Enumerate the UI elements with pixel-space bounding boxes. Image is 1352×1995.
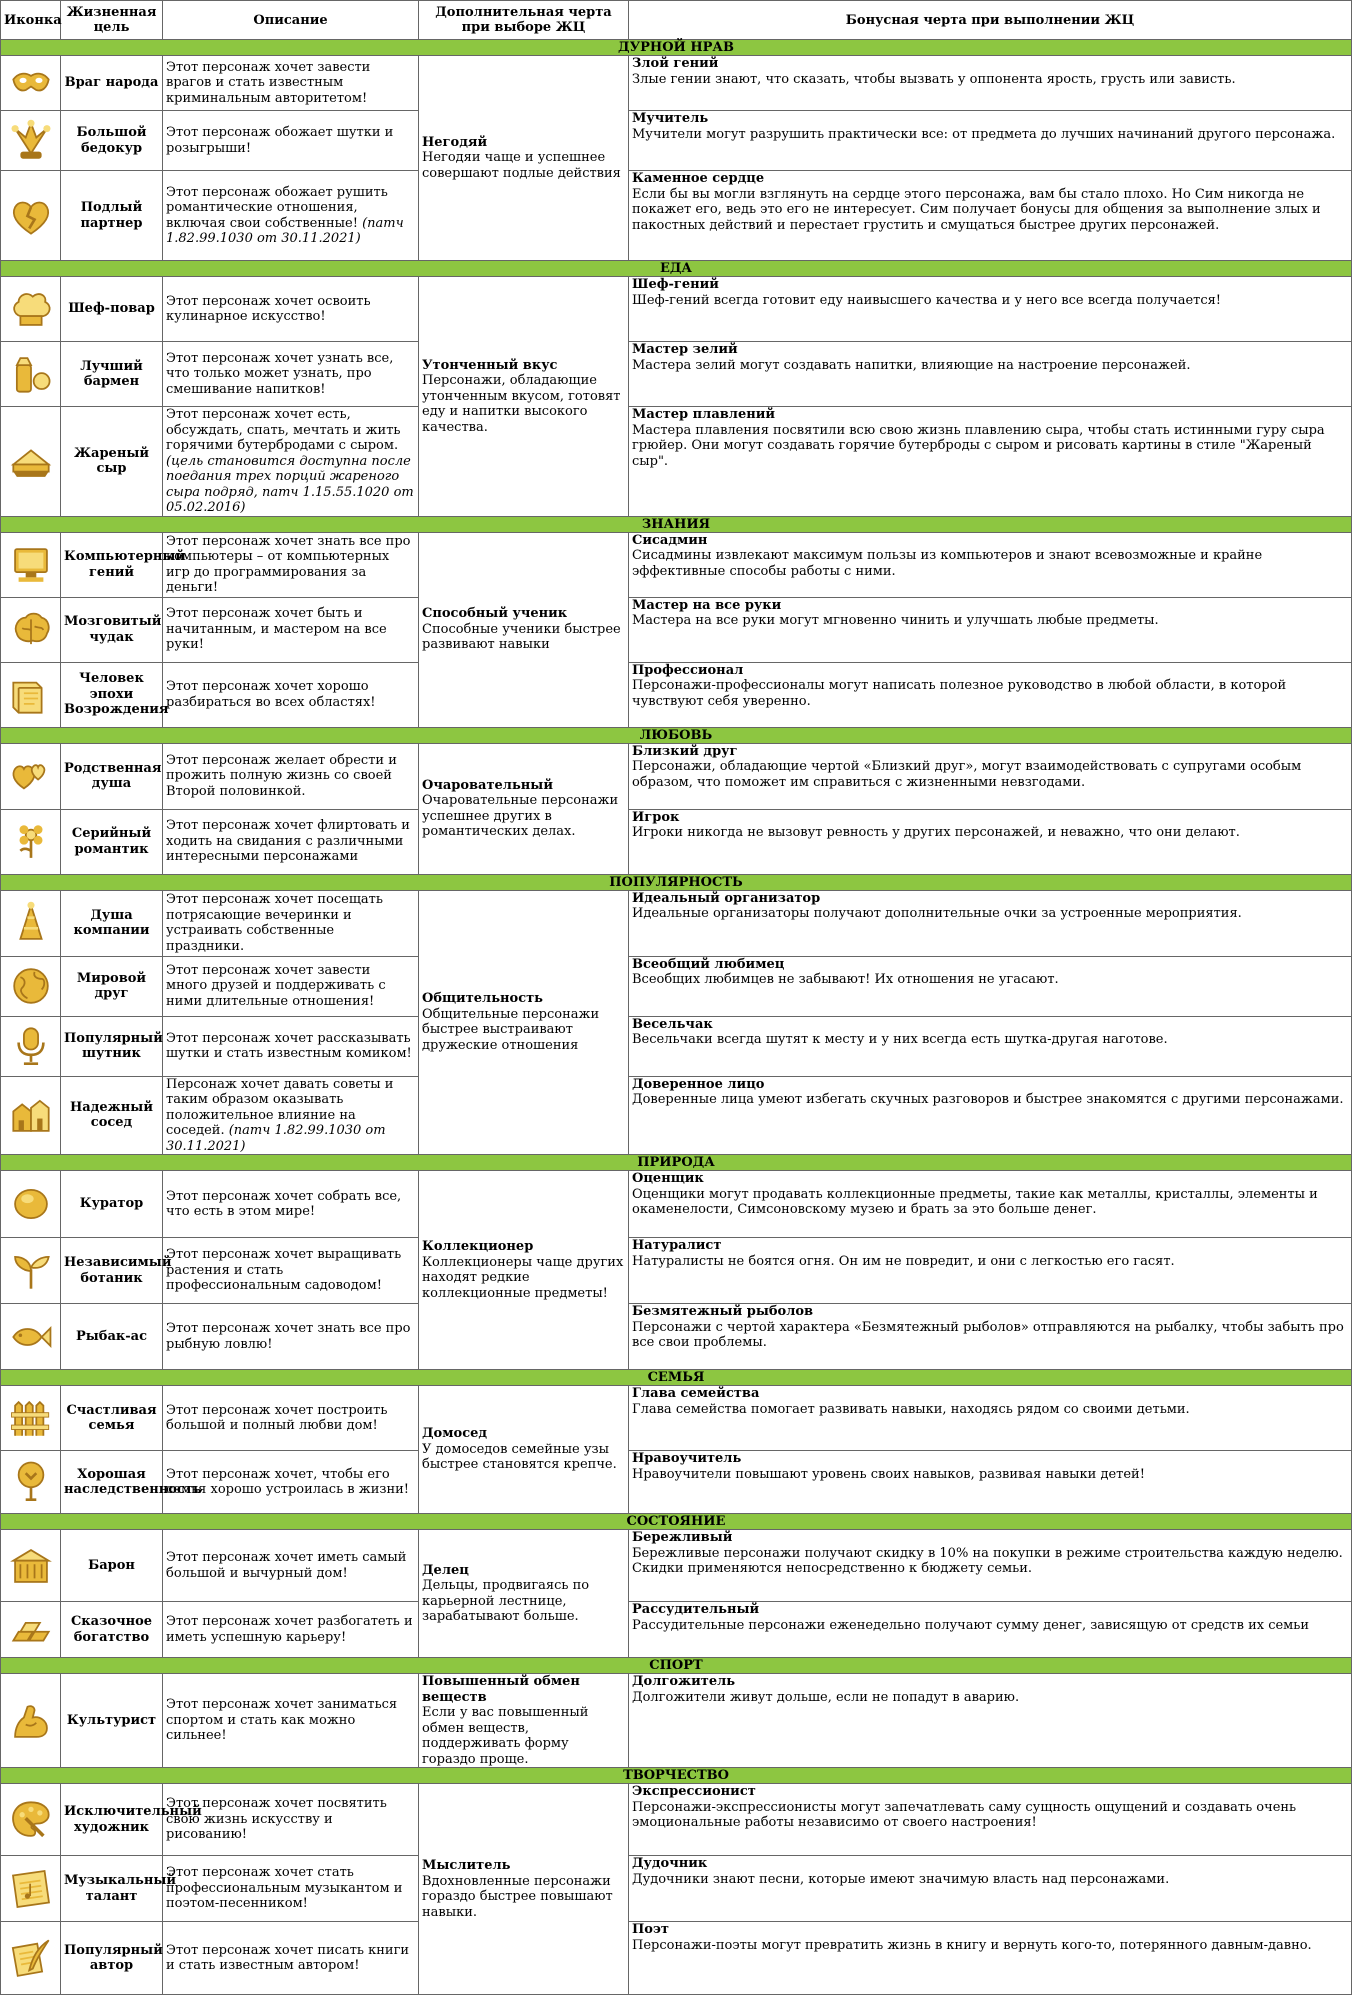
bonus-trait xyxy=(629,1922,1352,1995)
goal-icon-cell xyxy=(1,1171,61,1238)
extra-trait-text: Если у вас повышенный обмен веществ, поддерживать форму гораздо проще. xyxy=(422,1705,589,1767)
section-row xyxy=(1,1155,1352,1171)
fence-icon xyxy=(8,1395,54,1441)
goal-row xyxy=(1,597,1352,662)
bonus-trait xyxy=(629,1530,1352,1602)
goal-description xyxy=(163,1922,419,1995)
goal-name: Душа компании xyxy=(61,890,163,956)
extra-trait xyxy=(419,277,629,517)
extra-trait-name: Очаровательный xyxy=(422,777,553,793)
goal-description xyxy=(163,1171,419,1238)
section-row xyxy=(1,727,1352,743)
goal-name: Человек эпохи Возрождения xyxy=(61,662,163,727)
computer-icon xyxy=(8,542,54,588)
description-text: Этот персонаж хочет завести врагов и стать известным криминальным авторитетом! xyxy=(166,59,371,106)
goal-row xyxy=(1,662,1352,727)
description-text: Этот персонаж желает обрести и прожить полную жизнь со своей Второй половинкой. xyxy=(166,752,397,799)
goal-row xyxy=(1,342,1352,407)
flower-icon xyxy=(8,819,54,865)
goal-icon-cell xyxy=(1,1530,61,1602)
goal-name: Компьютерный гений xyxy=(61,532,163,597)
gold-bars-icon xyxy=(8,1607,54,1653)
jester-hat-icon xyxy=(8,118,54,164)
extra-trait xyxy=(419,1784,629,1995)
goal-name: Надежный сосед xyxy=(61,1076,163,1155)
extra-trait xyxy=(419,1171,629,1370)
description-text: Этот персонаж хочет заниматься спортом и стать как можно сильнее! xyxy=(166,1697,398,1744)
goal-row xyxy=(1,1171,1352,1238)
mansion-icon xyxy=(8,1543,54,1589)
goal-name: Мозговитый чудак xyxy=(61,597,163,662)
description-text: Этот персонаж хочет флиртовать и ходить на свидания с различными интересными персонажами xyxy=(166,818,410,865)
description-text: Этот персонаж хочет выращивать растения и стать профессиональным садоводом! xyxy=(166,1247,402,1294)
extra-trait-text: Общительные персонажи быстрее выстраивают дружеские отношения xyxy=(422,1006,600,1053)
goal-name: Исключительный художник xyxy=(61,1784,163,1856)
bonus-trait-text: Мастера плавления посвятили всю свою жизнь плавлению сыра, чтобы стать истинными гуру сыра грюйер. Они могут создавать горячие бутерброды с сыром и рисовать картины в стиле "Жареный сыр". xyxy=(632,422,1325,469)
extra-trait-text: Дельцы, продвигаясь по карьерной лестнице, зарабатывают больше. xyxy=(422,1578,590,1624)
goal-row xyxy=(1,1784,1352,1856)
goal-name: Шеф-повар xyxy=(61,277,163,342)
quill-icon xyxy=(8,1935,54,1981)
bicep-icon xyxy=(8,1698,54,1744)
goal-icon-cell xyxy=(1,597,61,662)
bonus-trait xyxy=(629,1076,1352,1155)
bonus-trait-name: Доверенное лицо xyxy=(632,1076,765,1092)
sandwich-icon xyxy=(8,438,54,484)
bonus-trait xyxy=(629,1784,1352,1856)
palette-icon xyxy=(8,1797,54,1843)
bonus-trait-name: Экспрессионист xyxy=(632,1784,756,1799)
goal-icon-cell xyxy=(1,1238,61,1304)
bonus-trait xyxy=(629,111,1352,171)
extra-trait-name: Повышенный обмен веществ xyxy=(422,1674,580,1705)
bonus-trait-text: Дудочники знают песни, которые имеют значимую власть над персонажами. xyxy=(632,1871,1170,1887)
goal-name: Барон xyxy=(61,1530,163,1602)
goal-description xyxy=(163,1238,419,1304)
goal-icon-cell xyxy=(1,407,61,517)
bonus-trait-name: Близкий друг xyxy=(632,743,738,759)
neighborhood-icon xyxy=(8,1092,54,1138)
header-description: Описание xyxy=(163,1,419,40)
extra-trait xyxy=(419,890,629,1155)
goal-description xyxy=(163,532,419,597)
goal-icon-cell xyxy=(1,1602,61,1658)
extra-trait-name: Мыслитель xyxy=(422,1858,511,1873)
description-text: Этот персонаж хочет быть и начитанным, и мастером на все руки! xyxy=(166,606,387,653)
microphone-icon xyxy=(8,1023,54,1069)
description-text: Этот персонаж обожает шутки и розыгрыши! xyxy=(166,125,394,156)
bonus-trait-name: Натуралист xyxy=(632,1238,722,1253)
goal-description xyxy=(163,1784,419,1856)
description-text: Этот персонаж хочет построить большой и полный любви дом! xyxy=(166,1402,388,1433)
goal-name: Хорошая наследственность xyxy=(61,1451,163,1514)
bonus-trait-name: Поэт xyxy=(632,1922,669,1937)
goal-description xyxy=(163,597,419,662)
bonus-trait-name: Глава семейства xyxy=(632,1386,760,1401)
bonus-trait xyxy=(629,1238,1352,1304)
goal-row xyxy=(1,1076,1352,1155)
goal-icon-cell xyxy=(1,890,61,956)
bonus-trait-text: Долгожители живут дольше, если не попадут в аварию. xyxy=(632,1689,1020,1705)
bonus-trait xyxy=(629,342,1352,407)
party-hat-icon xyxy=(8,900,54,946)
goal-row xyxy=(1,890,1352,956)
extra-trait-text: Способные ученики быстрее развивают навыки xyxy=(422,621,621,653)
patch-note: (патч 1.82.99.1030 от 30.11.2021) xyxy=(166,215,404,246)
goal-icon-cell xyxy=(1,1784,61,1856)
description-text: Этот персонаж обожает рушить романтические отношения, включая свои собственные! xyxy=(166,184,388,231)
goal-icon-cell xyxy=(1,532,61,597)
bonus-trait-text: Глава семейства помогает развивать навыки, находясь рядом со своими детьми. xyxy=(632,1401,1190,1417)
extra-trait xyxy=(419,1386,629,1514)
goal-description xyxy=(163,1386,419,1451)
goal-name: Большой бедокур xyxy=(61,111,163,171)
goal-row xyxy=(1,956,1352,1016)
description-text: Этот персонаж хочет писать книги и стать известным автором! xyxy=(166,1942,410,1973)
goal-icon-cell xyxy=(1,809,61,874)
goal-description xyxy=(163,1304,419,1370)
extra-trait-name: Коллекционер xyxy=(422,1239,534,1254)
patch-note: (цель становится доступна после поедания трех порций жареного сыра подряд, патч 1.15.55.1020 от 05.02.2016) xyxy=(166,453,414,515)
extra-trait-text: Вдохновленные персонажи гораздо быстрее повышают навыки. xyxy=(422,1873,613,1920)
goal-icon-cell xyxy=(1,111,61,171)
bonus-trait-name: Мастер на все руки xyxy=(632,597,782,613)
bonus-trait-text: Всеобщих любимцев не забывают! Их отношения не угасают. xyxy=(632,972,1059,987)
section-row xyxy=(1,516,1352,532)
bonus-trait-name: Мастер зелий xyxy=(632,342,738,357)
bonus-trait-text: Персонажи-экспрессионисты могут запечатлевать саму сущность ощущений и создавать очень эмоциональные работы независимо от своего настроения! xyxy=(632,1799,1297,1830)
globe-icon xyxy=(8,963,54,1009)
goal-row xyxy=(1,56,1352,111)
goal-icon-cell xyxy=(1,1386,61,1451)
goal-description xyxy=(163,56,419,111)
bonus-trait xyxy=(629,662,1352,727)
goal-description xyxy=(163,1602,419,1658)
goal-icon-cell xyxy=(1,342,61,407)
broken-heart-icon xyxy=(8,193,54,239)
bonus-trait-name: Рассудительный xyxy=(632,1602,760,1617)
description-text: Этот персонаж хочет освоить кулинарное искусство! xyxy=(166,293,371,324)
goal-description xyxy=(163,1016,419,1076)
extra-trait-text: У домоседов семейные узы быстрее становятся крепче. xyxy=(422,1441,617,1473)
bonus-trait-name: Бережливый xyxy=(632,1530,733,1545)
section-title: ЛЮБОВЬ xyxy=(1,727,1352,743)
extra-trait-text: Персонажи, обладающие утонченным вкусом, готовят еду и напитки высокого качества. xyxy=(422,373,621,435)
sprout-icon xyxy=(8,1248,54,1294)
section-title: СПОРТ xyxy=(1,1658,1352,1674)
goal-row xyxy=(1,171,1352,261)
extra-trait-name: Негодяй xyxy=(422,134,488,150)
bonus-trait-name: Оценщик xyxy=(632,1171,704,1186)
bonus-trait-text: Мастера зелий могут создавать напитки, влияющие на настроение персонажей. xyxy=(632,357,1191,373)
goal-icon-cell xyxy=(1,277,61,342)
bonus-trait xyxy=(629,743,1352,809)
goal-description xyxy=(163,171,419,261)
description-text: Этот персонаж хочет стать профессиональным музыкантом и поэтом-песенником! xyxy=(166,1865,403,1912)
bonus-trait xyxy=(629,56,1352,111)
goal-icon-cell xyxy=(1,956,61,1016)
bonus-trait-name: Безмятежный рыболов xyxy=(632,1304,814,1319)
mask-icon xyxy=(8,60,54,106)
goal-icon-cell xyxy=(1,56,61,111)
extra-trait-text: Негодяи чаще и успешнее совершают подлые действия xyxy=(422,150,621,181)
description-text: Этот персонаж хочет посещать потрясающие вечеринки и устраивать собственные праздники. xyxy=(166,892,383,954)
header-goal: Жизненная цель xyxy=(61,1,163,40)
bonus-trait xyxy=(629,890,1352,956)
goal-description xyxy=(163,1451,419,1514)
bonus-trait-name: Профессионал xyxy=(632,662,744,678)
bonus-trait-text: Персонажи-профессионалы могут написать полезное руководство в любой области, в которой чувствуют себя уверенно. xyxy=(632,678,1287,709)
bonus-trait-text: Натуралисты не боятся огня. Он им не повредит, и они с легкостью его гасят. xyxy=(632,1253,1175,1269)
goal-row xyxy=(1,407,1352,517)
goal-row xyxy=(1,1016,1352,1076)
description-text: Этот персонаж хочет завести много друзей и поддерживать с ними длительные отношения! xyxy=(166,962,386,1009)
bonus-trait xyxy=(629,597,1352,662)
goal-name: Музыкальный талант xyxy=(61,1856,163,1922)
books-icon xyxy=(8,672,54,718)
goal-icon-cell xyxy=(1,1304,61,1370)
goal-name: Серийный романтик xyxy=(61,809,163,874)
section-row xyxy=(1,1768,1352,1784)
description-text: Персонаж хочет давать советы и таким образом оказывать положительное влияние на соседей. xyxy=(166,1076,394,1138)
bonus-trait-name: Сисадмин xyxy=(632,532,708,548)
goal-name: Подлый партнер xyxy=(61,171,163,261)
bonus-trait-text: Злые гении знают, что сказать, чтобы вызвать у оппонента ярость, грусть или зависть. xyxy=(632,71,1236,87)
goal-icon-cell xyxy=(1,1016,61,1076)
bonus-trait xyxy=(629,1602,1352,1658)
extra-trait xyxy=(419,1674,629,1768)
goal-description xyxy=(163,743,419,809)
section-title: ДУРНОЙ НРАВ xyxy=(1,40,1352,56)
bonus-trait xyxy=(629,532,1352,597)
bonus-trait xyxy=(629,1674,1352,1768)
goal-name: Популярный шутник xyxy=(61,1016,163,1076)
extra-trait-name: Утонченный вкус xyxy=(422,357,558,373)
bonus-trait-name: Весельчак xyxy=(632,1016,713,1032)
bonus-trait-text: Сисадмины извлекают максимум пользы из компьютеров и знают всевозможные и крайне эффективные способы работы с ними. xyxy=(632,548,1263,579)
goal-name: Рыбак-ас xyxy=(61,1304,163,1370)
description-text: Этот персонаж хочет есть, обсуждать, спать, мечтать и жить горячими бутербродами с сыром. xyxy=(166,407,401,453)
bonus-trait-text: Бережливые персонажи получают скидку в 10% на покупки в режиме строительства каждую неделю. Скидки применяются непосредственно к бюджету семьи. xyxy=(632,1545,1343,1576)
goal-description xyxy=(163,662,419,727)
bonus-trait-text: Персонажи с чертой характера «Безмятежный рыболов» отправляются на рыбалку, чтобы забыть про все свои проблемы. xyxy=(632,1319,1344,1350)
goal-row xyxy=(1,1386,1352,1451)
header-bonus-trait: Бонусная черта при выполнении ЖЦ xyxy=(629,1,1352,40)
goal-row xyxy=(1,1451,1352,1514)
goal-row xyxy=(1,1674,1352,1768)
extra-trait xyxy=(419,743,629,874)
goal-row xyxy=(1,1530,1352,1602)
goal-row xyxy=(1,111,1352,171)
goal-row xyxy=(1,532,1352,597)
section-title: СЕМЬЯ xyxy=(1,1370,1352,1386)
section-row xyxy=(1,1514,1352,1530)
description-text: Этот персонаж хочет иметь самый большой и вычурный дом! xyxy=(166,1550,407,1581)
bonus-trait xyxy=(629,1304,1352,1370)
bonus-trait-text: Шеф-гений всегда готовит еду наивысшего качества и у него все всегда получается! xyxy=(632,292,1222,308)
extra-trait xyxy=(419,1530,629,1658)
bonus-trait-text: Игроки никогда не вызовут ревность у других персонажей, и неважно, что они делают. xyxy=(632,825,1240,840)
bonus-trait-text: Идеальные организаторы получают дополнительные очки за устроенные мероприятия. xyxy=(632,906,1242,921)
goal-icon-cell xyxy=(1,1674,61,1768)
section-row xyxy=(1,40,1352,56)
bonus-trait-text: Мучители могут разрушить практически все: от предмета до лучших начинаний другого персонажа. xyxy=(632,126,1336,142)
bonus-trait xyxy=(629,171,1352,261)
goal-icon-cell xyxy=(1,1922,61,1995)
description-text: Этот персонаж хочет узнать все, что только может узнать, про смешивание напитков! xyxy=(166,350,394,397)
goal-icon-cell xyxy=(1,662,61,727)
bonus-trait-text: Если бы вы могли взглянуть на сердце этого персонажа, вам бы стало плохо. Но Сим никогда не покажет его, ведь это его не интересует. Сим получает бонусы для общения за выполнение злых и пакостных действий и перестает грустить и смущаться быстрее других персонажей. xyxy=(632,186,1321,233)
description-text: Этот персонаж хочет знать все про компьютеры – от компьютерных игр до программирования за деньги! xyxy=(166,533,411,595)
bonus-trait-text: Оценщики могут продавать коллекционные предметы, такие как металлы, кристаллы, элементы и окаменелости, Симсоновскому музею и брать за это больше денег. xyxy=(632,1186,1318,1217)
goal-description xyxy=(163,407,419,517)
goal-description xyxy=(163,1076,419,1155)
goal-icon-cell xyxy=(1,1451,61,1514)
goal-name: Независимый ботаник xyxy=(61,1238,163,1304)
header-extra-trait: Дополнительная черта при выборе ЖЦ xyxy=(419,1,629,40)
extra-trait-text: Коллекционеры чаще других находят редкие коллекционные предметы! xyxy=(422,1254,624,1301)
bonus-trait-name: Дудочник xyxy=(632,1856,708,1871)
section-title: ПОПУЛЯРНОСТЬ xyxy=(1,874,1352,890)
bonus-trait-name: Злой гений xyxy=(632,56,719,71)
goal-description xyxy=(163,956,419,1016)
hearts-icon xyxy=(8,753,54,799)
extra-trait-name: Общительность xyxy=(422,991,543,1007)
bonus-trait-name: Нравоучитель xyxy=(632,1451,742,1466)
goal-name: Жареный сыр xyxy=(61,407,163,517)
section-title: ЗНАНИЯ xyxy=(1,516,1352,532)
brain-icon xyxy=(8,607,54,653)
section-row xyxy=(1,1370,1352,1386)
section-title: ПРИРОДА xyxy=(1,1155,1352,1171)
goal-name: Сказочное богатство xyxy=(61,1602,163,1658)
description-text: Этот персонаж хочет рассказывать шутки и стать известным комиком! xyxy=(166,1030,412,1061)
sheet-music-icon xyxy=(8,1866,54,1912)
bonus-trait xyxy=(629,407,1352,517)
extra-trait xyxy=(419,56,629,261)
bonus-trait-name: Всеобщий любимец xyxy=(632,956,785,972)
goal-description xyxy=(163,1674,419,1768)
goal-row xyxy=(1,1922,1352,1995)
goal-description xyxy=(163,890,419,956)
bonus-trait-name: Шеф-гений xyxy=(632,277,719,292)
bonus-trait xyxy=(629,1856,1352,1922)
goal-name: Куратор xyxy=(61,1171,163,1238)
description-text: Этот персонаж хочет, чтобы его семья хорошо устроилась в жизни! xyxy=(166,1466,410,1497)
goal-description xyxy=(163,1856,419,1922)
bonus-trait xyxy=(629,809,1352,874)
bonus-trait xyxy=(629,1451,1352,1514)
goal-name: Популярный автор xyxy=(61,1922,163,1995)
bonus-trait xyxy=(629,277,1352,342)
goal-description xyxy=(163,342,419,407)
bonus-trait xyxy=(629,1171,1352,1238)
extra-trait xyxy=(419,532,629,727)
bonus-trait-name: Идеальный организатор xyxy=(632,890,821,906)
bonus-trait xyxy=(629,1386,1352,1451)
goal-name: Мировой друг xyxy=(61,956,163,1016)
goal-description xyxy=(163,1530,419,1602)
header-row xyxy=(1,1,1352,40)
goal-row xyxy=(1,277,1352,342)
bonus-trait xyxy=(629,1016,1352,1076)
chef-hat-icon xyxy=(8,286,54,332)
bonus-trait-text: Нравоучители повышают уровень своих навыков, развивая навыки детей! xyxy=(632,1466,1145,1482)
section-title: СОСТОЯНИЕ xyxy=(1,1514,1352,1530)
bonus-trait-text: Весельчаки всегда шутят к месту и у них всегда есть шутка-другая наготове. xyxy=(632,1032,1168,1047)
bonus-trait-text: Доверенные лица умеют избегать скучных разговоров и быстрее знакомятся с другими персонажами. xyxy=(632,1092,1344,1107)
goal-row xyxy=(1,1856,1352,1922)
bonus-trait-name: Мастер плавлений xyxy=(632,407,776,422)
goal-row xyxy=(1,1304,1352,1370)
bonus-trait-name: Каменное сердце xyxy=(632,171,765,186)
extra-trait-name: Домосед xyxy=(422,1426,488,1442)
bonus-trait-text: Мастера на все руки могут мгновенно чинить и улучшать любые предметы. xyxy=(632,613,1159,628)
patch-note: (патч 1.82.99.1030 от 30.11.2021) xyxy=(166,1123,386,1154)
section-title: ЕДА xyxy=(1,261,1352,277)
description-text: Этот персонаж хочет посвятить свою жизнь искусству и рисованию! xyxy=(166,1796,387,1843)
goal-name: Родственная душа xyxy=(61,743,163,809)
goal-name: Враг народа xyxy=(61,56,163,111)
goal-icon-cell xyxy=(1,1856,61,1922)
description-text: Этот персонаж хочет хорошо разбираться во всех областях! xyxy=(166,679,376,710)
description-text: Этот персонаж хочет разбогатеть и иметь успешную карьеру! xyxy=(166,1614,413,1645)
description-text: Этот персонаж хочет знать все про рыбную ловлю! xyxy=(166,1321,411,1352)
goal-icon-cell xyxy=(1,743,61,809)
goal-description xyxy=(163,809,419,874)
goal-description xyxy=(163,111,419,171)
goal-row xyxy=(1,809,1352,874)
fish-icon xyxy=(8,1314,54,1360)
bonus-trait xyxy=(629,956,1352,1016)
gem-icon xyxy=(8,1181,54,1227)
description-text: Этот персонаж хочет собрать все, что есть в этом мире! xyxy=(166,1188,402,1219)
section-row xyxy=(1,261,1352,277)
goal-name: Счастливая семья xyxy=(61,1386,163,1451)
section-title: ТВОРЧЕСТВО xyxy=(1,1768,1352,1784)
bonus-trait-name: Долгожитель xyxy=(632,1674,736,1689)
bonus-trait-text: Персонажи, обладающие чертой «Близкий друг», могут взаимодействовать с супругами особым образом, что поможет им справиться с жизненными невзгодами. xyxy=(632,759,1302,790)
goal-row xyxy=(1,1238,1352,1304)
goal-name: Культурист xyxy=(61,1674,163,1768)
shaker-icon xyxy=(8,351,54,397)
goal-description xyxy=(163,277,419,342)
family-tree-icon xyxy=(8,1459,54,1505)
goal-icon-cell xyxy=(1,1076,61,1155)
goal-row xyxy=(1,743,1352,809)
goal-row xyxy=(1,1602,1352,1658)
extra-trait-text: Очаровательные персонажи успешнее других в романтических делах. xyxy=(422,793,619,839)
bonus-trait-text: Рассудительные персонажи еженедельно получают сумму денег, зависящую от средств их семьи xyxy=(632,1617,1310,1633)
bonus-trait-text: Персонажи-поэты могут превратить жизнь в книгу и вернуть кого-то, потерянного давным-давно. xyxy=(632,1937,1312,1953)
section-row xyxy=(1,1658,1352,1674)
bonus-trait-name: Мучитель xyxy=(632,111,709,126)
section-row xyxy=(1,874,1352,890)
extra-trait-name: Делец xyxy=(422,1562,469,1578)
extra-trait-name: Способный ученик xyxy=(422,606,568,622)
header-icon: Иконка xyxy=(1,1,61,40)
goal-icon-cell xyxy=(1,171,61,261)
bonus-trait-name: Игрок xyxy=(632,809,680,825)
goal-name: Лучший бармен xyxy=(61,342,163,407)
